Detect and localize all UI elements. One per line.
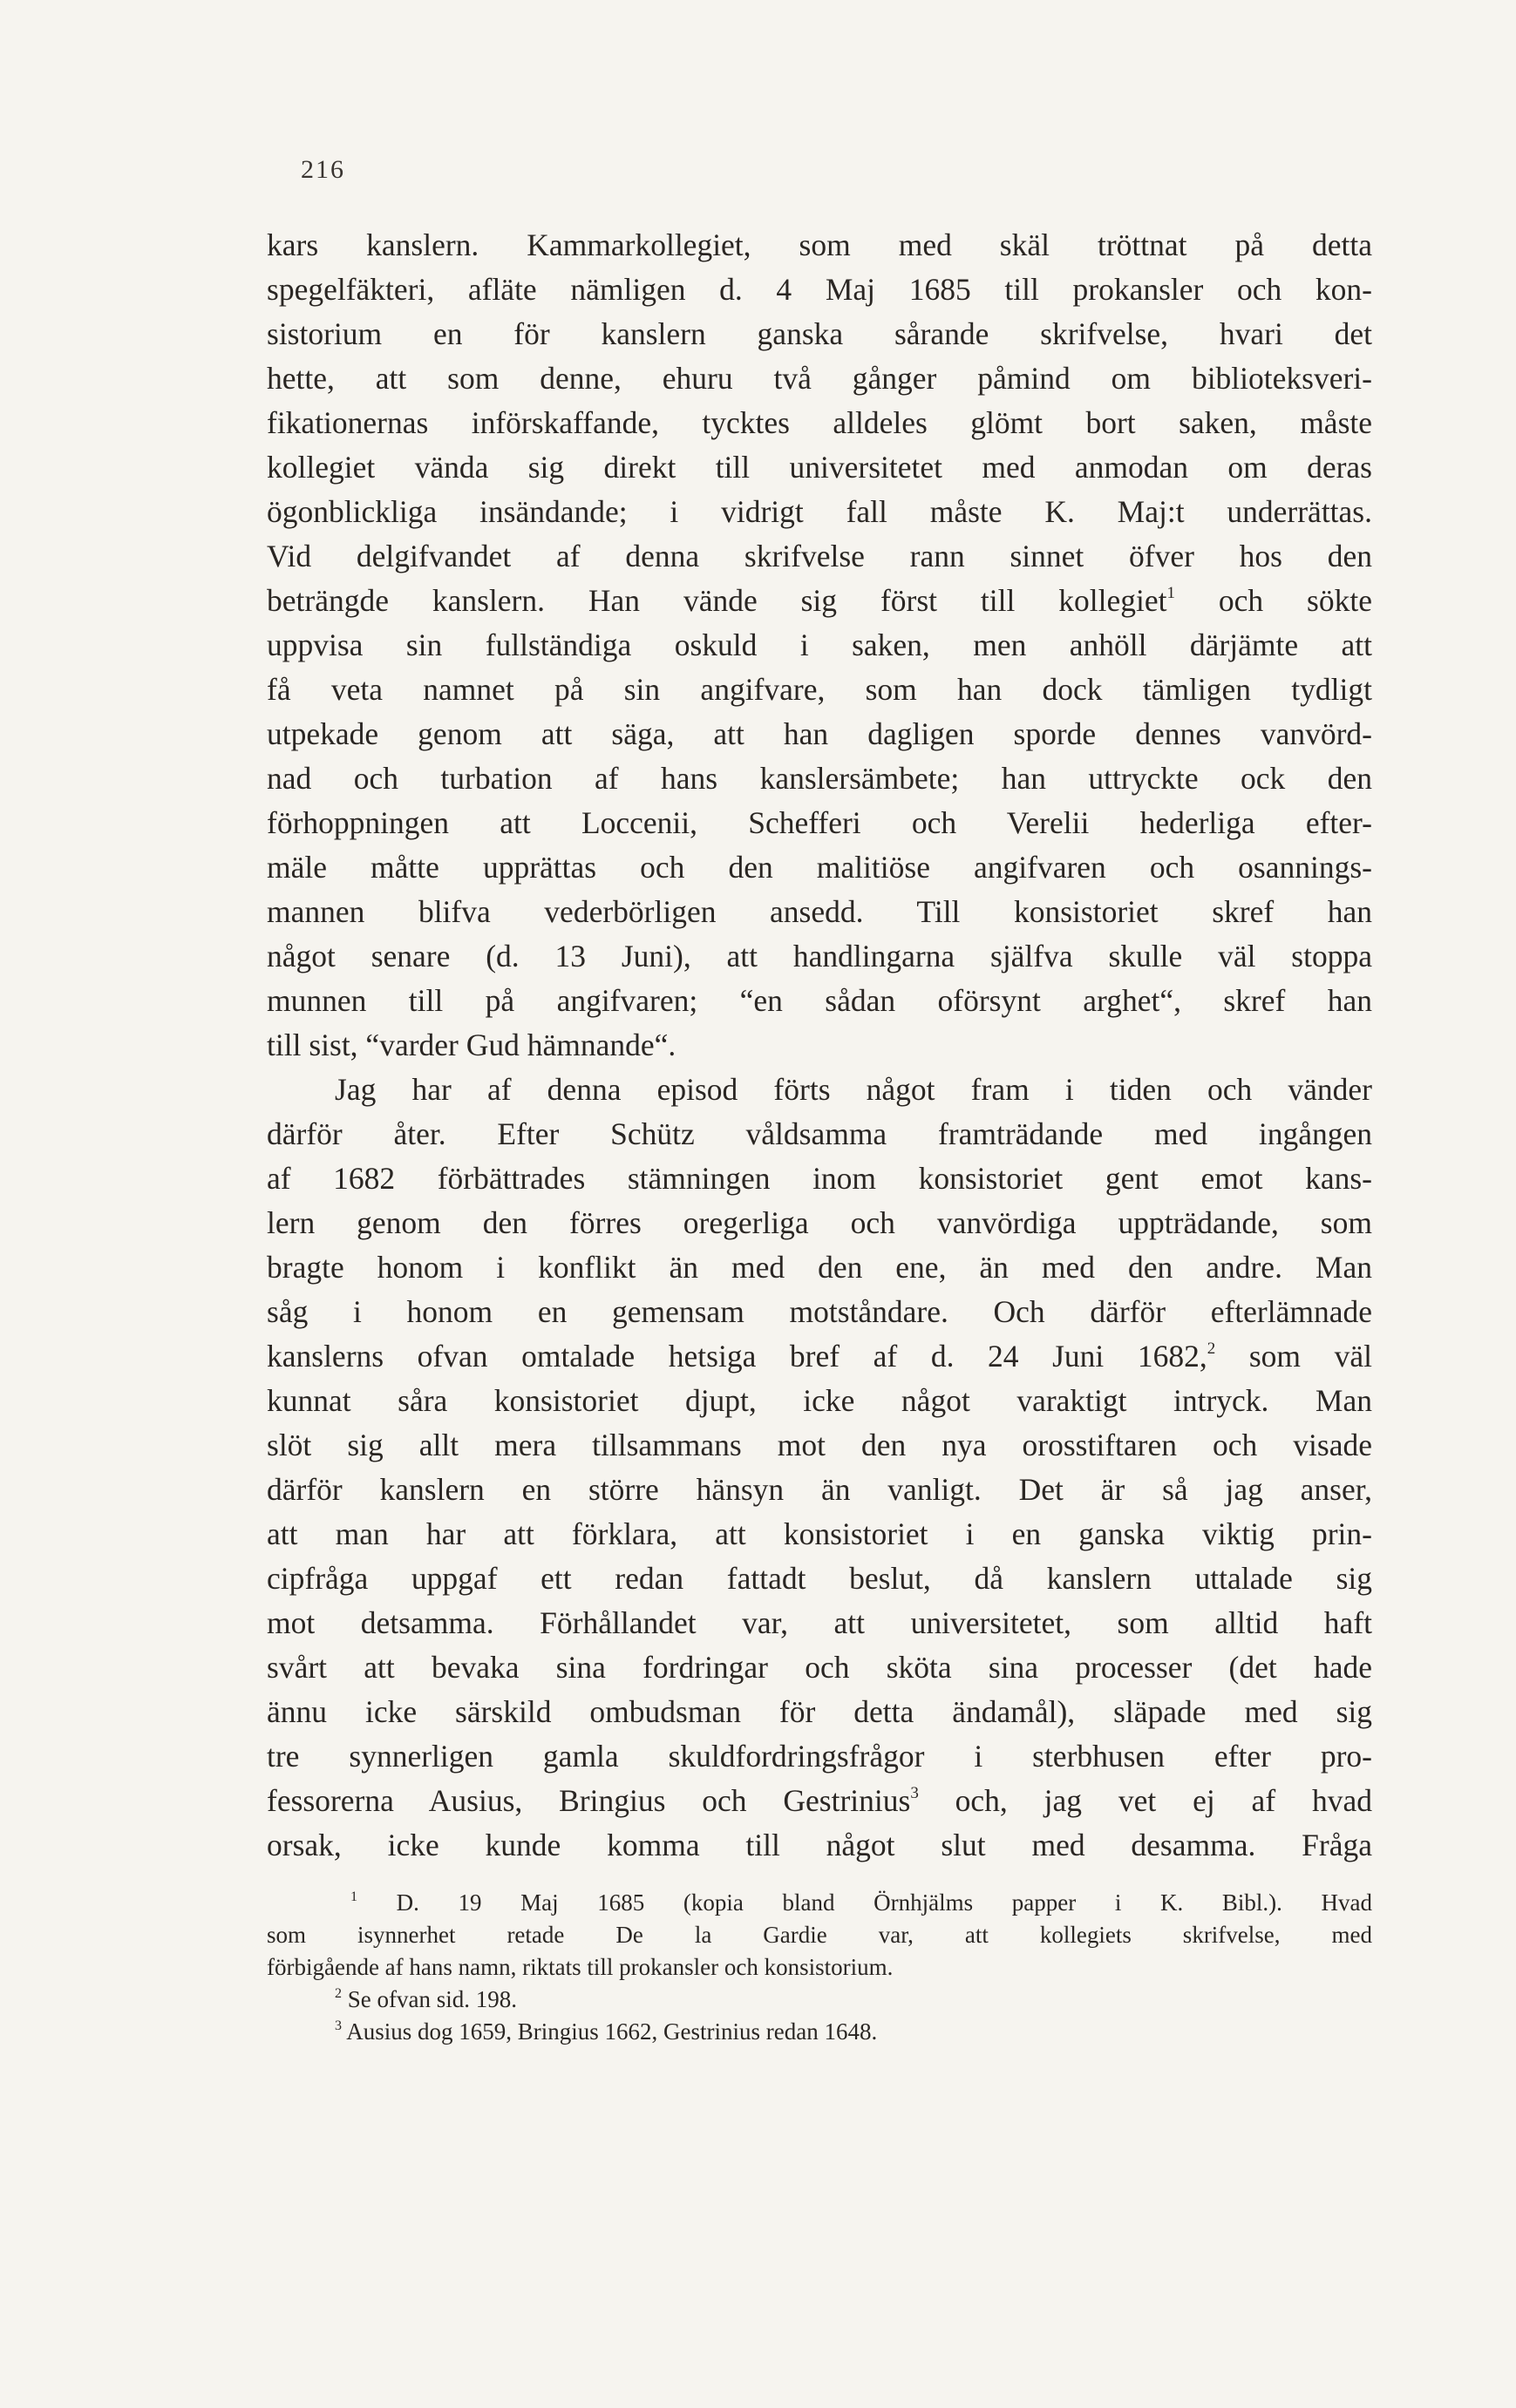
text-line: orsak, icke kunde komma till något slut med desamma. Fråga xyxy=(267,1828,1372,1862)
page-number: 216 xyxy=(301,155,345,184)
text-line: därför åter. Efter Schütz våldsamma framträdande med ingången xyxy=(267,1116,1372,1151)
body-text xyxy=(267,223,1372,1868)
footnote-line: som isynnerhet retade De la Gardie var, att kollegiets skrifvelse, med xyxy=(267,1922,1372,1948)
text-line: hette, att som denne, ehuru två gånger påmind om biblioteksveri- xyxy=(267,361,1372,396)
paragraph-start-line: Jag har af denna episod förts något fram i tiden och vänder xyxy=(335,1072,1372,1107)
text-line: kars kanslern. Kammarkollegiet, som med skäl tröttnat på detta xyxy=(267,227,1372,262)
text-line: cipfråga uppgaf ett redan fattadt beslut, då kanslern uttalade sig xyxy=(267,1561,1372,1596)
text-line: uppvisa sin fullständiga oskuld i saken, men anhöll därjämte att xyxy=(267,627,1372,662)
text-line: tre synnerligen gamla skuldfordringsfrågor i sterbhusen efter pro- xyxy=(267,1739,1372,1774)
text-line: af 1682 förbättrades stämningen inom konsistoriet gent emot kans- xyxy=(267,1161,1372,1196)
text-line: mäle måtte upprättas och den malitiöse angifvaren och osannings- xyxy=(267,850,1372,885)
text-line: få veta namnet på sin angifvare, som han dock tämligen tydligt xyxy=(267,672,1372,707)
footnote-line: förbigående af hans namn, riktats till prokansler och konsistorium. xyxy=(267,1954,894,1980)
footnote-number: 1 xyxy=(350,1889,357,1904)
text-line: kanslerns ofvan omtalade hetsiga bref af d. 24 Juni 1682,$^2$ som väl xyxy=(267,1339,1372,1374)
paragraph-end-line: till sist, “varder Gud hämnande“. xyxy=(267,1028,676,1062)
footnote: $^3$ Ausius dog 1659, Bringius 1662, Gestrinius redan 1648. xyxy=(335,2018,878,2045)
text-line: att man har att förklara, att konsistoriet i en ganska viktig prin- xyxy=(267,1516,1372,1551)
text-line: beträngde kanslern. Han vände sig först till kollegiet$^1$ och sökte xyxy=(267,583,1372,618)
text-line: svårt att bevaka sina fordringar och sköta sina processer (det hade xyxy=(267,1650,1372,1685)
text-line: ögonblickliga insändande; i vidrigt fall måste K. Maj:t underrättas. xyxy=(267,494,1372,529)
footnote-mark: 3 xyxy=(910,1784,919,1802)
text-line: nad och turbation af hans kanslersämbete; han uttryckte ock den xyxy=(267,761,1372,796)
footnote-mark: 2 xyxy=(1207,1340,1216,1358)
text-line: utpekade genom att säga, att han dagligen sporde dennes vanvörd- xyxy=(267,716,1372,751)
text-line: slöt sig allt mera tillsammans mot den nya orosstiftaren och visade xyxy=(267,1428,1372,1462)
text-line: därför kanslern en större hänsyn än vanligt. Det är så jag anser, xyxy=(267,1472,1372,1507)
footnote-number: 2 xyxy=(335,1986,342,2001)
text-line: såg i honom en gemensam motståndare. Och därför efterlämnade xyxy=(267,1294,1372,1329)
text-line: mot detsamma. Förhållandet var, att universitetet, som alltid haft xyxy=(267,1605,1372,1640)
footnote-number: 3 xyxy=(335,2018,342,2033)
text-line: Vid delgifvandet af denna skrifvelse rann sinnet öfver hos den xyxy=(267,539,1372,573)
footnote: $^1$ D. 19 Maj 1685 (kopia bland Örnhjälms papper i K. Bibl.). Hvad xyxy=(350,1889,1372,1916)
text-line: fikationernas införskaffande, tycktes alldeles glömt bort saken, måste xyxy=(267,405,1372,440)
text-line: kollegiet vända sig direkt till universitetet med anmodan om deras xyxy=(267,450,1372,485)
footnotes xyxy=(267,1887,1372,2048)
text-line: ännu icke särskild ombudsman för detta ändamål), släpade med sig xyxy=(267,1694,1372,1729)
text-line: mannen blifva vederbörligen ansedd. Till konsistoriet skref han xyxy=(267,894,1372,929)
text-line: munnen till på angifvaren; “en sådan oförsynt arghet“, skref han xyxy=(267,983,1372,1018)
text-line: sistorium en för kanslern ganska sårande skrifvelse, hvari det xyxy=(267,316,1372,351)
footnote-mark: 1 xyxy=(1166,584,1175,602)
text-line: kunnat såra konsistoriet djupt, icke något varaktigt intryck. Man xyxy=(267,1383,1372,1418)
text-line: förhoppningen att Loccenii, Schefferi och Verelii hederliga efter- xyxy=(267,805,1372,840)
text-line: lern genom den förres oregerliga och vanvördiga uppträdande, som xyxy=(267,1205,1372,1240)
footnote: $^2$ Se ofvan sid. 198. xyxy=(335,1986,517,2012)
text-line: spegelfäkteri, afläte nämligen d. 4 Maj 1685 till prokansler och kon- xyxy=(267,272,1372,307)
text-line: bragte honom i konflikt än med den ene, än med den andre. Man xyxy=(267,1250,1372,1285)
text-line: något senare (d. 13 Juni), att handlingarna själfva skulle väl stoppa xyxy=(267,939,1372,973)
text-line: fessorerna Ausius, Bringius och Gestrinius$^3$ och, jag vet ej af hvad xyxy=(267,1783,1372,1818)
